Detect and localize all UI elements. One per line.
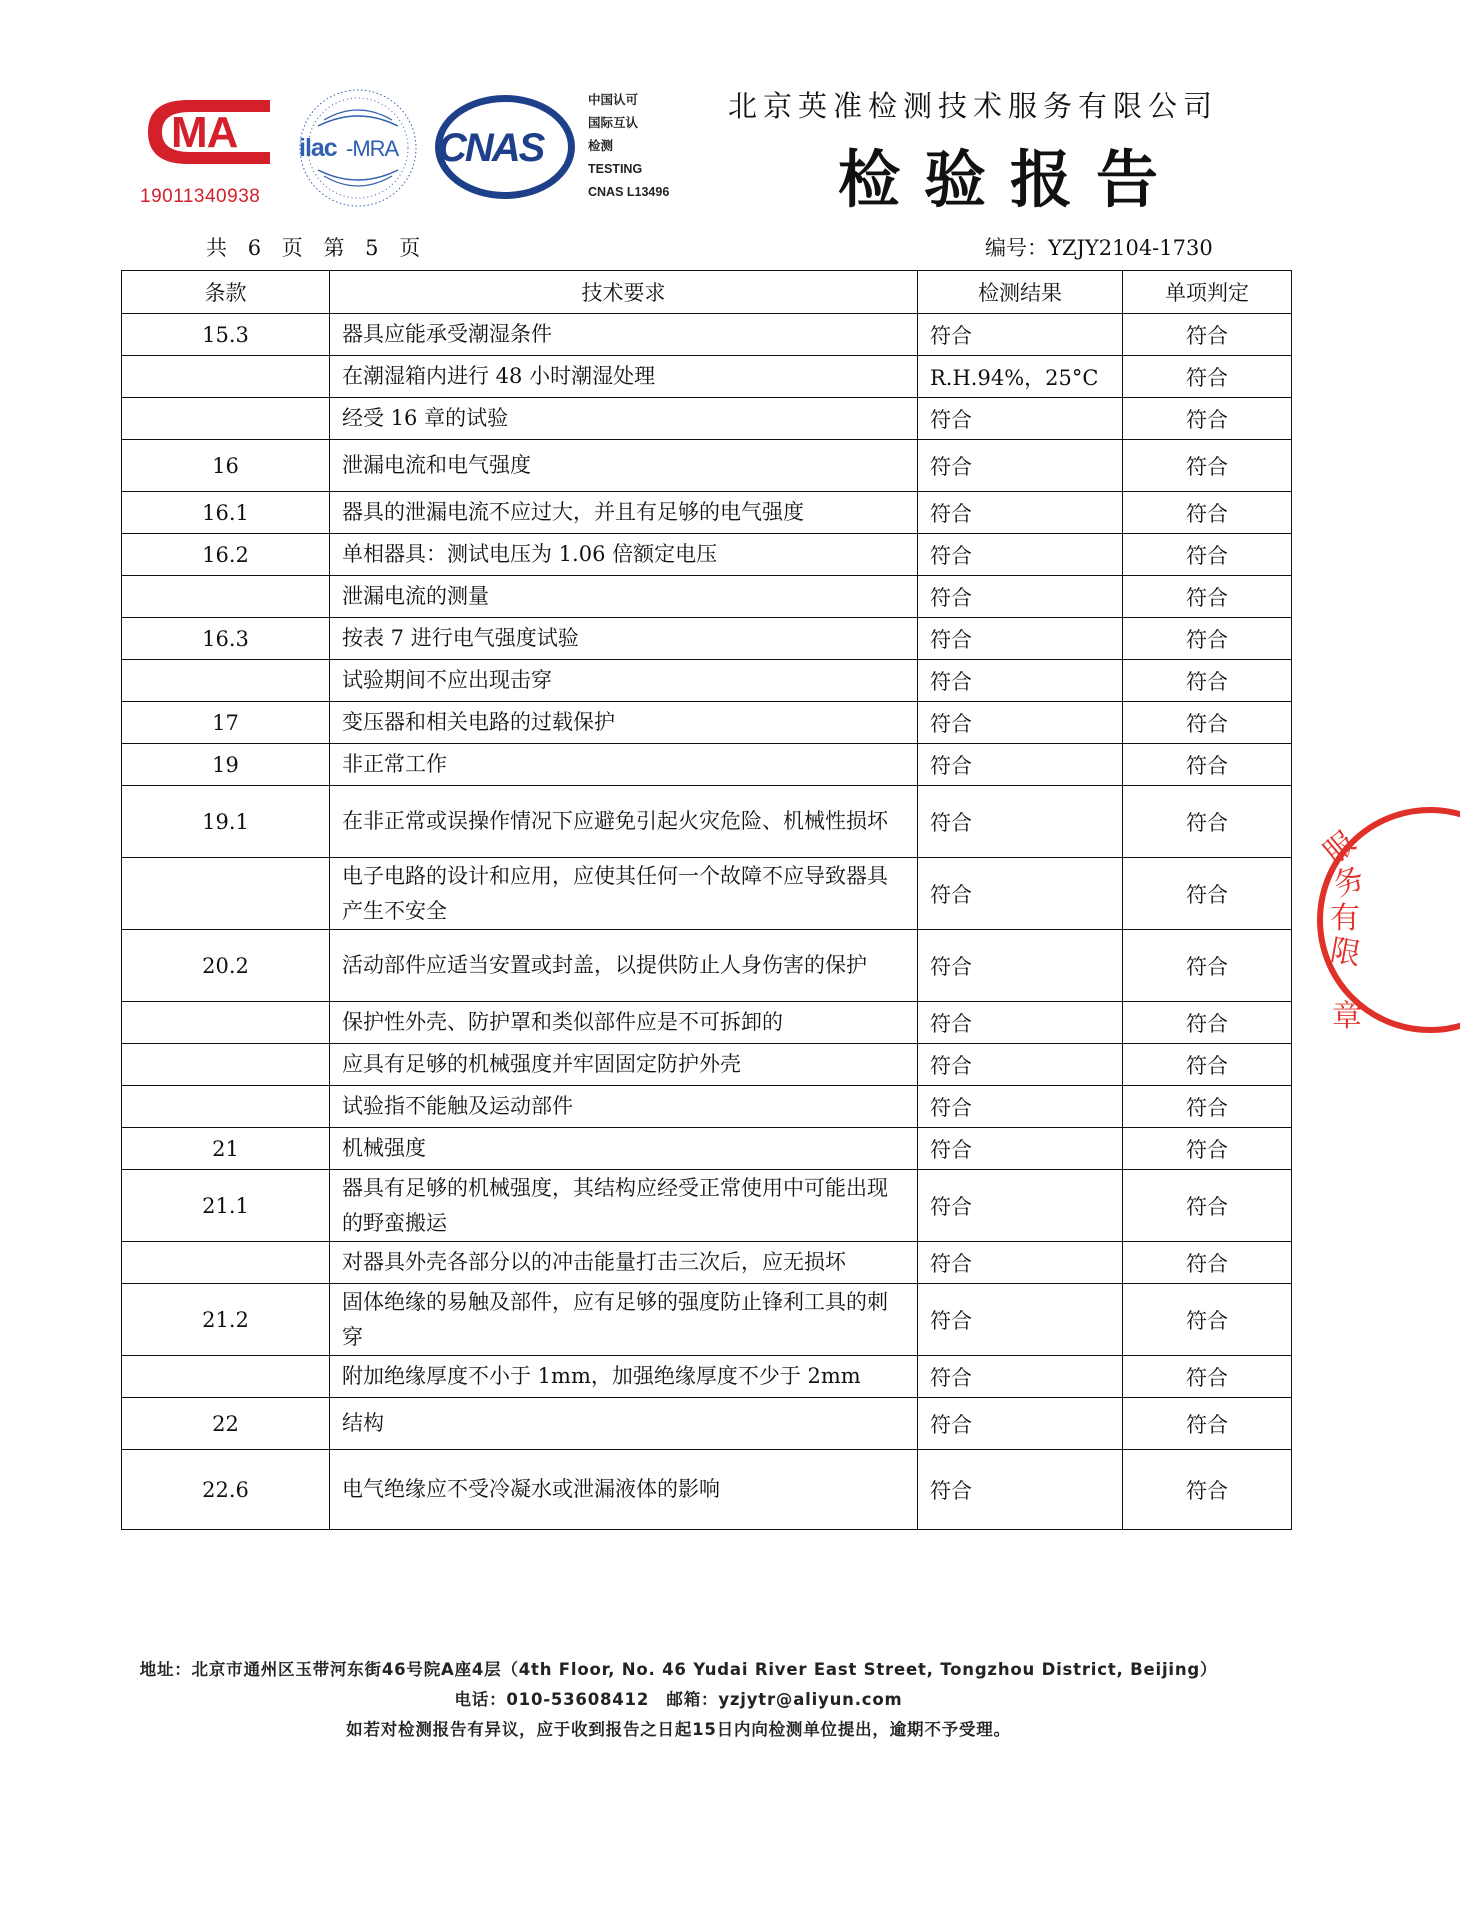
judgement-cell: 符合 [1123, 1086, 1292, 1128]
judgement-cell: 符合 [1123, 1128, 1292, 1170]
table-row [122, 398, 1292, 440]
svg-text:服: 服 [1317, 825, 1363, 872]
table-row [122, 1086, 1292, 1128]
table-row [122, 1170, 1292, 1242]
judgement-cell: 符合 [1123, 1356, 1292, 1398]
requirement-cell: 经受 16 章的试验 [330, 398, 918, 440]
judgement-cell: 符合 [1123, 1242, 1292, 1284]
cnas-text-line: TESTING [588, 162, 643, 176]
judgement-cell: 符合 [1123, 356, 1292, 398]
requirement-cell: 保护性外壳、防护罩和类似部件应是不可拆卸的 [330, 1002, 918, 1044]
result-cell: 符合 [918, 744, 1123, 786]
result-cell: 符合 [918, 1242, 1123, 1284]
table-row [122, 618, 1292, 660]
requirement-cell: 器具有足够的机械强度，其结构应经受正常使用中可能出现的野蛮搬运 [330, 1170, 918, 1242]
judgement-cell: 符合 [1123, 576, 1292, 618]
judgement-cell: 符合 [1123, 786, 1292, 858]
result-cell: 符合 [918, 1170, 1123, 1242]
company-seal-stamp [1300, 800, 1460, 1040]
table-row [122, 1002, 1292, 1044]
clause-cell: 20.2 [122, 930, 330, 1002]
result-cell: 符合 [918, 930, 1123, 1002]
table-row [122, 1450, 1292, 1530]
judgement-cell: 符合 [1123, 1002, 1292, 1044]
requirement-cell: 机械强度 [330, 1128, 918, 1170]
clause-cell: 21.1 [122, 1170, 330, 1242]
page-footer [0, 1655, 1357, 1745]
table-row [122, 930, 1292, 1002]
requirement-cell: 非正常工作 [330, 744, 918, 786]
requirement-cell: 活动部件应适当安置或封盖，以提供防止人身伤害的保护 [330, 930, 918, 1002]
clause-cell: 15.3 [122, 314, 330, 356]
table-row [122, 1242, 1292, 1284]
svg-text:CNAS: CNAS [438, 126, 544, 170]
result-cell: 符合 [918, 1284, 1123, 1356]
ilac-mra-logo [296, 86, 420, 210]
table-row [122, 702, 1292, 744]
table-row [122, 858, 1292, 930]
requirement-cell: 在潮湿箱内进行 48 小时潮湿处理 [330, 356, 918, 398]
column-header-judgement: 单项判定 [1123, 271, 1292, 314]
cnas-text-line: CNAS L13496 [588, 185, 670, 199]
report-number: 编号：YZJY2104-1730 [985, 236, 1213, 260]
clause-cell [122, 576, 330, 618]
page-total-label: 共 [206, 236, 227, 260]
svg-text:ilac: ilac [299, 134, 337, 162]
requirement-cell: 在非正常或误操作情况下应避免引起火灾危险、机械性损坏 [330, 786, 918, 858]
column-header-result: 检测结果 [918, 271, 1123, 314]
result-cell: 符合 [918, 1450, 1123, 1530]
table-row [122, 314, 1292, 356]
result-cell: 符合 [918, 314, 1123, 356]
requirement-cell: 试验期间不应出现击穿 [330, 660, 918, 702]
clause-cell: 22.6 [122, 1450, 330, 1530]
column-header-requirement: 技术要求 [330, 271, 918, 314]
svg-text:-MRA: -MRA [346, 136, 399, 161]
report-title: 检验报告 [838, 143, 1183, 216]
judgement-cell: 符合 [1123, 660, 1292, 702]
table-row [122, 660, 1292, 702]
clause-cell: 17 [122, 702, 330, 744]
table-row [122, 744, 1292, 786]
result-cell: 符合 [918, 660, 1123, 702]
clause-cell [122, 660, 330, 702]
result-cell: 符合 [918, 858, 1123, 930]
cnas-text-line: 中国认可 [588, 93, 639, 107]
judgement-cell: 符合 [1123, 314, 1292, 356]
judgement-cell: 符合 [1123, 1284, 1292, 1356]
clause-cell: 19 [122, 744, 330, 786]
clause-cell [122, 1044, 330, 1086]
cma-number: 19011340938 [140, 186, 261, 207]
cnas-text-line: 国际互认 [588, 116, 639, 130]
judgement-cell: 符合 [1123, 492, 1292, 534]
cma-logo [138, 92, 278, 170]
svg-text:务: 务 [1329, 860, 1370, 904]
test-results-table [121, 270, 1292, 1530]
requirement-cell: 试验指不能触及运动部件 [330, 1086, 918, 1128]
footer-contact: 电话：010-53608412 邮箱：yzjytr@aliyun.com [454, 1690, 903, 1709]
judgement-cell: 符合 [1123, 398, 1292, 440]
result-cell: 符合 [918, 1398, 1123, 1450]
result-cell: 符合 [918, 618, 1123, 660]
cnas-accreditation-text [588, 89, 669, 204]
clause-cell: 16.1 [122, 492, 330, 534]
svg-text:有: 有 [1330, 901, 1360, 936]
clause-cell [122, 1002, 330, 1044]
judgement-cell: 符合 [1123, 618, 1292, 660]
judgement-cell: 符合 [1123, 1398, 1292, 1450]
result-cell: 符合 [918, 1356, 1123, 1398]
result-cell: 符合 [918, 702, 1123, 744]
result-cell: 符合 [918, 576, 1123, 618]
requirement-cell: 结构 [330, 1398, 918, 1450]
requirement-cell: 电气绝缘应不受冷凝水或泄漏液体的影响 [330, 1450, 918, 1530]
result-cell: 符合 [918, 1002, 1123, 1044]
requirement-cell: 固体绝缘的易触及部件，应有足够的强度防止锋利工具的刺穿 [330, 1284, 918, 1356]
judgement-cell: 符合 [1123, 1044, 1292, 1086]
judgement-cell: 符合 [1123, 702, 1292, 744]
table-header-row [122, 271, 1292, 314]
svg-text:限: 限 [1327, 932, 1364, 973]
requirement-cell: 变压器和相关电路的过载保护 [330, 702, 918, 744]
clause-cell [122, 398, 330, 440]
requirement-cell: 单相器具：测试电压为 1.06 倍额定电压 [330, 534, 918, 576]
company-name: 北京英准检测技术服务有限公司 [728, 89, 1219, 123]
report-header [0, 0, 1357, 230]
requirement-cell: 应具有足够的机械强度并牢固固定防护外壳 [330, 1044, 918, 1086]
clause-cell: 19.1 [122, 786, 330, 858]
judgement-cell: 符合 [1123, 858, 1292, 930]
table-row [122, 534, 1292, 576]
judgement-cell: 符合 [1123, 440, 1292, 492]
cnas-text-line: 检测 [588, 139, 614, 153]
result-cell: 符合 [918, 492, 1123, 534]
requirement-cell: 按表 7 进行电气强度试验 [330, 618, 918, 660]
clause-cell: 16.2 [122, 534, 330, 576]
clause-cell: 21.2 [122, 1284, 330, 1356]
page-total: 6 [247, 236, 262, 260]
result-cell: 符合 [918, 398, 1123, 440]
requirement-cell: 泄漏电流的测量 [330, 576, 918, 618]
column-header-clause: 条款 [122, 271, 330, 314]
page-label: 页 [281, 236, 303, 260]
requirement-cell: 器具的泄漏电流不应过大，并且有足够的电气强度 [330, 492, 918, 534]
judgement-cell: 符合 [1123, 534, 1292, 576]
page-counter [206, 232, 434, 262]
table-row [122, 576, 1292, 618]
page-current-suffix: 页 [399, 236, 421, 260]
result-cell: R.H.94%，25°C [918, 356, 1123, 398]
footer-address: 地址：北京市通州区玉带河东街46号院A座4层（4th Floor, No. 46 Yudai River East Street, Tongzhou District, Beijing） [139, 1660, 1218, 1679]
judgement-cell: 符合 [1123, 930, 1292, 1002]
result-cell: 符合 [918, 786, 1123, 858]
page-current: 5 [365, 236, 379, 260]
svg-text:章: 章 [1332, 999, 1362, 1034]
requirement-cell: 泄漏电流和电气强度 [330, 440, 918, 492]
requirement-cell: 附加绝缘厚度不小于 1mm，加强绝缘厚度不少于 2mm [330, 1356, 918, 1398]
clause-cell [122, 1242, 330, 1284]
clause-cell [122, 858, 330, 930]
result-cell: 符合 [918, 440, 1123, 492]
clause-cell: 22 [122, 1398, 330, 1450]
result-cell: 符合 [918, 1086, 1123, 1128]
clause-cell: 21 [122, 1128, 330, 1170]
clause-cell [122, 1356, 330, 1398]
cma-logo-text: MA [171, 108, 238, 157]
clause-cell: 16 [122, 440, 330, 492]
table-row [122, 356, 1292, 398]
table-row [122, 1128, 1292, 1170]
requirement-cell: 对器具外壳各部分以的冲击能量打击三次后，应无损坏 [330, 1242, 918, 1284]
table-row [122, 492, 1292, 534]
judgement-cell: 符合 [1123, 1450, 1292, 1530]
table-body [122, 314, 1292, 1530]
table-row [122, 1044, 1292, 1086]
clause-cell [122, 1086, 330, 1128]
clause-cell [122, 356, 330, 398]
result-cell: 符合 [918, 1128, 1123, 1170]
table-row [122, 1398, 1292, 1450]
result-cell: 符合 [918, 1044, 1123, 1086]
clause-cell: 16.3 [122, 618, 330, 660]
cnas-logo [434, 94, 576, 200]
table-row [122, 786, 1292, 858]
requirement-cell: 电子电路的设计和应用，应使其任何一个故障不应导致器具产生不安全 [330, 858, 918, 930]
table-row [122, 440, 1292, 492]
page-current-label: 第 [323, 236, 345, 260]
judgement-cell: 符合 [1123, 1170, 1292, 1242]
judgement-cell: 符合 [1123, 744, 1292, 786]
footer-notice: 如若对检测报告有异议，应于收到报告之日起15日内向检测单位提出，逾期不予受理。 [346, 1720, 1011, 1739]
table-row [122, 1356, 1292, 1398]
requirement-cell: 器具应能承受潮湿条件 [330, 314, 918, 356]
result-cell: 符合 [918, 534, 1123, 576]
table-row [122, 1284, 1292, 1356]
